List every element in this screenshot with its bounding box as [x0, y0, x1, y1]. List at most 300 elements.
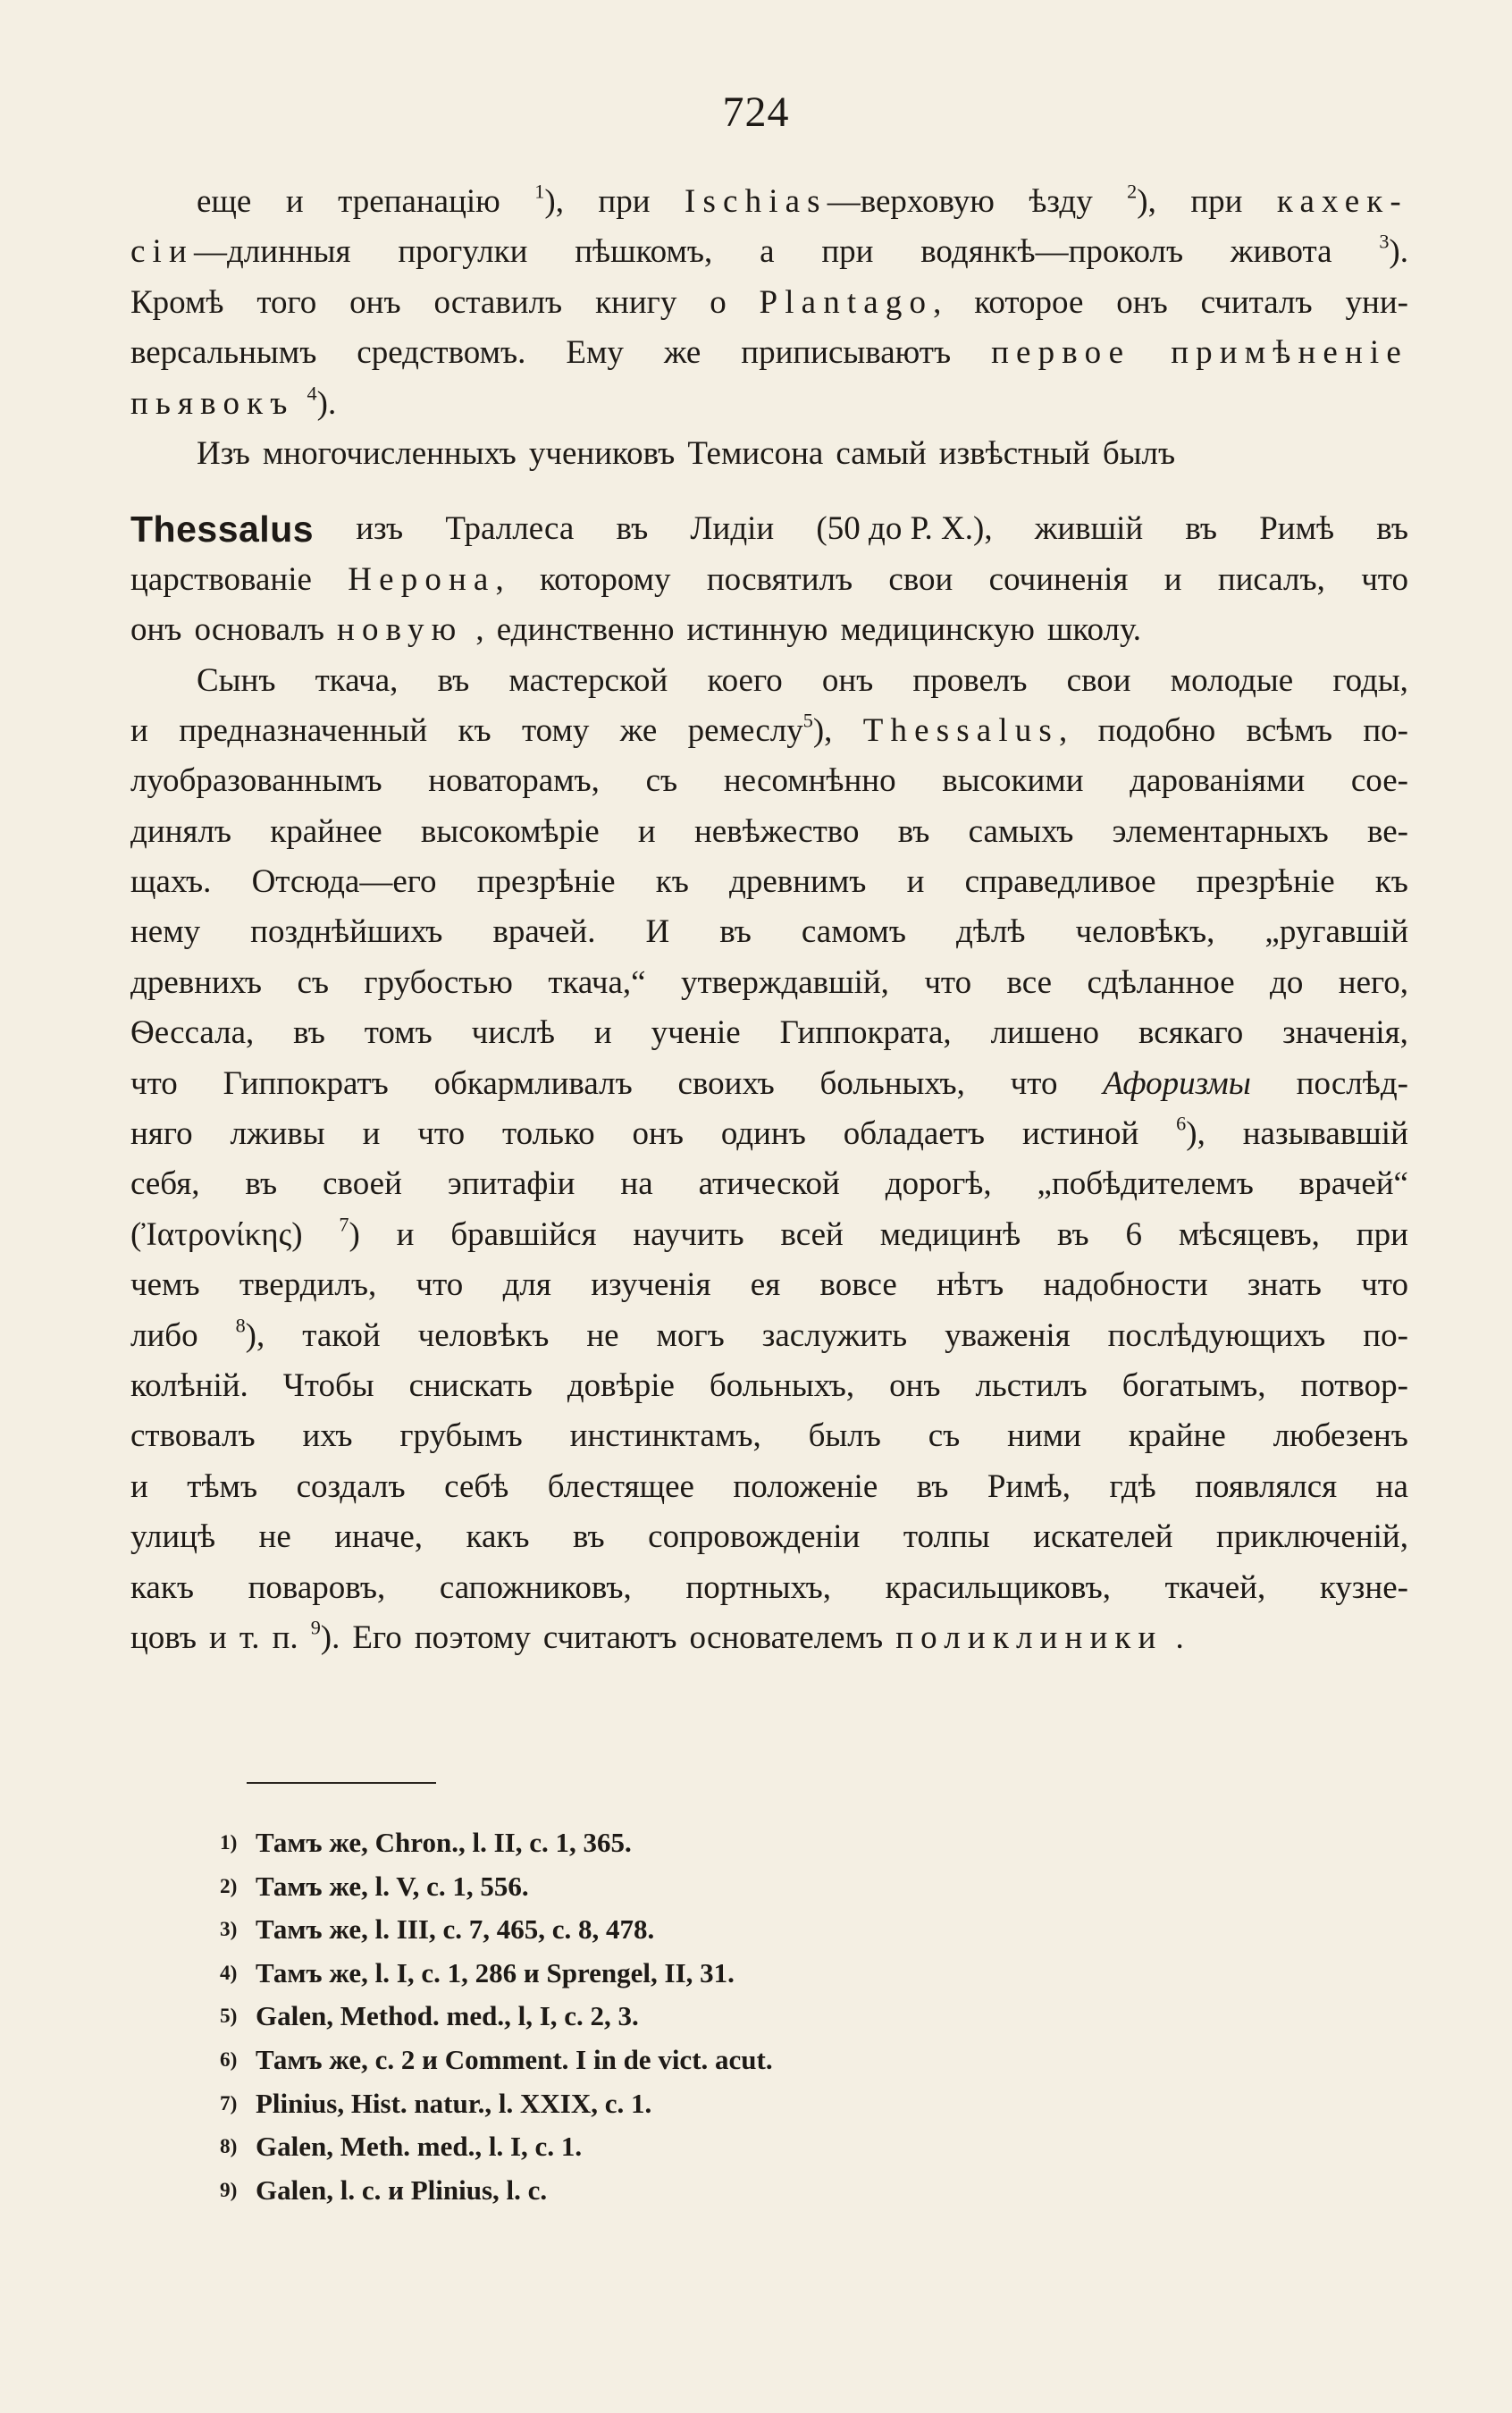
word: блестящее	[547, 1467, 694, 1505]
word: основалъ	[194, 611, 324, 649]
word: какъ	[130, 1568, 194, 1606]
word: средствомъ.	[357, 334, 526, 372]
text-line	[130, 656, 1408, 706]
text-line	[130, 605, 1408, 655]
word: потвор-	[1300, 1366, 1408, 1404]
word: учениковъ	[528, 434, 676, 472]
word: въ	[1376, 510, 1408, 548]
word: Темисона	[687, 434, 824, 472]
word: (Ἰατρονίκης)	[130, 1215, 303, 1253]
word: примѣненіе	[1171, 334, 1408, 372]
word: справедливое	[964, 863, 1156, 901]
text-line	[130, 1563, 1408, 1613]
word: (50 до Р. Х.),	[816, 510, 993, 548]
word: при	[821, 233, 874, 271]
word: самомъ	[801, 913, 906, 951]
word: атической	[698, 1165, 840, 1203]
word: на	[1375, 1467, 1408, 1505]
word: версальнымъ	[130, 334, 317, 372]
word: пьявокъ	[130, 384, 295, 422]
word: считаютъ	[542, 1618, 677, 1656]
word: эпитафіи	[447, 1165, 575, 1203]
word: Изъ	[197, 434, 250, 472]
footnote-mark: 8)	[220, 2135, 238, 2159]
word: приключеній,	[1216, 1518, 1408, 1556]
word: $^8$),	[235, 1314, 265, 1354]
word: колѣній.	[130, 1366, 248, 1404]
word: вовсе	[819, 1266, 897, 1304]
word: уваженія	[945, 1316, 1071, 1354]
word: всякаго	[1138, 1014, 1244, 1052]
text-line	[130, 1059, 1408, 1109]
word: свои	[888, 560, 953, 598]
word: онъ	[1116, 283, 1168, 321]
word: Сынъ	[197, 661, 276, 699]
word: цовъ	[130, 1618, 197, 1656]
word: и	[130, 1467, 148, 1505]
footnote-text: Galen, l. c. и Plinius, l. c.	[256, 2173, 548, 2206]
footnote-text: Тамъ же, l. III, c. 7, 465, c. 8, 478.	[256, 1913, 655, 1946]
word: динялъ	[130, 812, 232, 850]
word: школу.	[1046, 611, 1142, 649]
word: ѣзду	[1029, 183, 1093, 220]
word: новаторамъ,	[428, 762, 600, 800]
word: луобразованнымъ	[130, 762, 382, 800]
word: крайне	[1128, 1417, 1226, 1455]
text-line	[130, 706, 1408, 756]
word: изученія	[591, 1266, 711, 1304]
footnote-mark: 7)	[220, 2091, 238, 2115]
word: прогулки	[398, 233, 528, 271]
word: $^9$).	[310, 1616, 340, 1656]
word: „ругавшій	[1264, 913, 1408, 951]
word: по-	[1363, 1316, 1408, 1354]
word: $^2$),	[1127, 180, 1156, 220]
word: ея	[750, 1266, 781, 1304]
word: молодые	[1170, 661, 1294, 699]
word: при	[1190, 183, 1243, 220]
word: годы,	[1332, 661, 1408, 699]
word: и	[906, 863, 925, 901]
word: такой	[302, 1316, 381, 1354]
word: Траллеса	[445, 510, 575, 548]
word: Его	[352, 1618, 402, 1656]
word: научить	[633, 1215, 744, 1253]
text-line	[130, 807, 1408, 857]
word: дарованіями	[1130, 762, 1306, 800]
word: сіи—длинныя	[130, 233, 351, 271]
word: дорогѣ,	[885, 1165, 992, 1203]
word: поэтому	[414, 1618, 531, 1656]
word: грубостью	[364, 963, 513, 1001]
footnote-mark: 2)	[220, 1874, 238, 1898]
word: Отсюда—его	[251, 863, 437, 901]
text-line	[130, 1462, 1408, 1512]
word: въ	[616, 510, 649, 548]
word: въ	[897, 812, 930, 850]
text-line	[130, 1109, 1408, 1159]
text-line	[130, 429, 1408, 479]
word: п.	[272, 1618, 298, 1656]
word: съ	[297, 963, 329, 1001]
footnote-mark: 5)	[220, 2005, 238, 2029]
word: не	[258, 1518, 291, 1556]
word: нѣтъ	[937, 1266, 1004, 1304]
word: значенія,	[1282, 1014, 1408, 1052]
word: своихъ	[677, 1064, 775, 1102]
word: любезенъ	[1273, 1417, 1408, 1455]
word: лживы	[230, 1115, 325, 1153]
word: все	[1006, 963, 1053, 1001]
word: надобности	[1043, 1266, 1208, 1304]
word: И	[645, 913, 670, 951]
word: уни-	[1345, 283, 1408, 321]
word: сапожниковъ,	[439, 1568, 632, 1606]
word: Гиппократа,	[779, 1014, 952, 1052]
word: еще	[197, 183, 252, 220]
footnote-mark: 3)	[220, 1918, 238, 1942]
word: которому	[540, 560, 671, 598]
word: истинную	[686, 611, 828, 649]
word: положеніе	[733, 1467, 878, 1505]
word: писалъ,	[1217, 560, 1325, 598]
word: заслужить	[761, 1316, 908, 1354]
word: твердилъ,	[239, 1266, 377, 1304]
text-line	[130, 1411, 1408, 1461]
text-line	[130, 278, 1408, 328]
word: инстинктамъ,	[569, 1417, 761, 1455]
word: всѣмъ	[1246, 711, 1332, 749]
footnotes	[220, 1821, 1292, 2212]
word: медицинѣ	[879, 1215, 1021, 1253]
word: основателемъ	[689, 1618, 884, 1656]
word: же	[619, 711, 658, 749]
word: подобно	[1097, 711, 1216, 749]
word: Римѣ	[1259, 510, 1335, 548]
word: что	[416, 1266, 464, 1304]
word: ткача,	[315, 661, 399, 699]
word: знать	[1247, 1266, 1322, 1304]
word: былъ	[1102, 434, 1176, 472]
word: онъ	[632, 1115, 684, 1153]
text-line	[130, 1210, 1408, 1260]
word: и	[209, 1618, 227, 1656]
text-line	[130, 756, 1408, 806]
word: предназначенный	[179, 711, 428, 749]
word: къ	[458, 711, 491, 749]
word: многочисленныхъ	[262, 434, 517, 472]
word: богатымъ,	[1121, 1366, 1266, 1404]
word: сое-	[1350, 762, 1408, 800]
word: Ѳессала,	[130, 1014, 255, 1052]
word: него,	[1338, 963, 1408, 1001]
word: Нерона,	[348, 560, 504, 598]
word: которое	[974, 283, 1084, 321]
word: что	[417, 1115, 466, 1153]
word: всей	[780, 1215, 844, 1253]
text-line	[130, 857, 1408, 907]
text-line	[130, 555, 1408, 605]
word: изъ	[356, 510, 404, 548]
word: снискать	[408, 1366, 533, 1404]
word: т.	[239, 1618, 260, 1656]
footnote-text: Тамъ же, l. I, c. 1, 286 и Sprengel, II, 31.	[256, 1956, 735, 1988]
text-line	[130, 177, 1408, 227]
word: что	[1361, 1266, 1408, 1304]
word: обладаетъ	[843, 1115, 986, 1153]
word: высокими	[942, 762, 1084, 800]
footnote	[220, 2082, 1292, 2126]
word: коего	[707, 661, 783, 699]
footnote-text: Тамъ же, c. 2 и Comment. I in de vict. acut.	[256, 2043, 773, 2075]
word: онъ	[889, 1366, 941, 1404]
word: $^3$).	[1379, 230, 1408, 271]
word: оставилъ	[433, 283, 563, 321]
word: въ	[1185, 510, 1218, 548]
word: позднѣйшихъ	[250, 913, 443, 951]
word: себя,	[130, 1165, 200, 1203]
word: Ischias—верховую	[685, 183, 995, 220]
footnote-text: Тамъ же, l. V, c. 1, 556.	[256, 1870, 529, 1902]
text-line	[130, 1361, 1408, 1411]
word: сопровожденіи	[648, 1518, 861, 1556]
word: „побѣдителемъ	[1037, 1165, 1254, 1203]
word: въ	[245, 1165, 278, 1203]
word: и	[130, 711, 148, 749]
word: своей	[323, 1165, 402, 1203]
word: книгу	[595, 283, 677, 321]
word: при	[1356, 1215, 1408, 1253]
word: ствовалъ	[130, 1417, 256, 1455]
word: Чтобы	[282, 1366, 374, 1404]
word: до	[1270, 963, 1304, 1001]
text-line	[130, 1613, 1408, 1663]
word: нему	[130, 913, 201, 951]
text-line	[130, 227, 1408, 277]
word: несомнѣнно	[723, 762, 896, 800]
word: поваровъ,	[248, 1568, 386, 1606]
word: сдѣланное	[1087, 963, 1235, 1001]
word: и	[285, 183, 304, 220]
word: и	[362, 1115, 381, 1153]
word: врачей.	[492, 913, 596, 951]
word: къ	[655, 863, 689, 901]
word: онъ	[130, 611, 182, 649]
word: бравшійся	[450, 1215, 597, 1253]
word: поликлиники .	[895, 1618, 1184, 1656]
word: о	[710, 283, 727, 321]
text-line	[130, 1008, 1408, 1058]
word: тѣмъ	[187, 1467, 258, 1505]
word: могъ	[656, 1316, 725, 1354]
word: живота	[1230, 233, 1332, 271]
word: для	[502, 1266, 551, 1304]
word: грубымъ	[399, 1417, 523, 1455]
word: самыхъ	[968, 812, 1074, 850]
word: либо	[130, 1316, 198, 1354]
word: называвшій	[1242, 1115, 1408, 1153]
word: медицинскую	[840, 611, 1035, 649]
main-text	[130, 177, 1408, 1663]
word: льстилъ	[975, 1366, 1088, 1404]
word: элементарныхъ	[1112, 812, 1329, 850]
word: свои	[1066, 661, 1131, 699]
word: Лидіи	[690, 510, 775, 548]
word: искателей	[1033, 1518, 1173, 1556]
word: портныхъ,	[685, 1568, 832, 1606]
word: больныхъ,	[709, 1366, 855, 1404]
word: и	[396, 1215, 415, 1253]
word: считалъ	[1200, 283, 1313, 321]
word: и	[1163, 560, 1182, 598]
footnote-separator	[247, 1782, 436, 1784]
word: ними	[1007, 1417, 1081, 1455]
word: онъ	[821, 661, 874, 699]
word: въ	[572, 1518, 605, 1556]
word: въ	[293, 1014, 325, 1052]
footnote	[220, 1908, 1292, 1952]
footnote-text: Plinius, Hist. natur., l. XXIX, c. 1.	[256, 2087, 652, 2119]
word: въ	[1056, 1215, 1089, 1253]
text-line	[130, 958, 1408, 1008]
word: ихъ	[302, 1417, 353, 1455]
word: царствованіе	[130, 560, 312, 598]
word: лишено	[990, 1014, 1100, 1052]
word: что	[1010, 1064, 1058, 1102]
word: трепанацію	[338, 183, 500, 220]
word: самый	[836, 434, 927, 472]
word: съ	[928, 1417, 961, 1455]
word: мастерской	[508, 661, 668, 699]
word: провелъ	[912, 661, 1028, 699]
word: Ему	[566, 334, 624, 372]
footnote-text: Тамъ же, Chron., l. II, c. 1, 365.	[256, 1827, 632, 1858]
word: человѣкъ	[417, 1316, 550, 1354]
word: красильщиковъ,	[885, 1568, 1111, 1606]
text-line	[130, 379, 1408, 429]
word: $^1$),	[534, 180, 564, 220]
word: няго	[130, 1115, 193, 1153]
word: единственно	[496, 611, 675, 649]
word: въ	[437, 661, 470, 699]
footnote-mark: 6)	[220, 2047, 238, 2072]
word: тому	[521, 711, 590, 749]
word: а	[760, 233, 775, 271]
word: Афоризмы	[1103, 1064, 1251, 1102]
text-line	[130, 1311, 1408, 1361]
word: же	[663, 334, 701, 372]
word: посвятилъ	[706, 560, 853, 598]
word: больныхъ,	[819, 1064, 965, 1102]
word: при	[598, 183, 651, 220]
word: презрѣніе	[1196, 863, 1335, 901]
word: ученіе	[651, 1014, 741, 1052]
word: Thessalus,	[862, 711, 1068, 749]
word: Кромѣ	[130, 283, 224, 321]
text-line	[130, 1512, 1408, 1562]
word: какъ	[466, 1518, 530, 1556]
word: гдѣ	[1109, 1467, 1156, 1505]
word: человѣкъ,	[1075, 913, 1215, 951]
word: древнимъ	[729, 863, 867, 901]
footnote-mark: 4)	[220, 1961, 238, 1985]
word: довѣріе	[567, 1366, 675, 1404]
footnote	[220, 1995, 1292, 2039]
word: числѣ	[471, 1014, 556, 1052]
word: улицѣ	[130, 1518, 216, 1556]
word: былъ	[808, 1417, 881, 1455]
footnote	[220, 2125, 1292, 2169]
word: только	[501, 1115, 595, 1153]
word: $^6$),	[1176, 1112, 1205, 1153]
word: крайнее	[270, 812, 382, 850]
word: ремеслу$^5$),	[687, 709, 833, 749]
footnote	[220, 2039, 1292, 2082]
word: обкармливалъ	[433, 1064, 633, 1102]
word: древнихъ	[130, 963, 263, 1001]
footnote-mark: 1)	[220, 1831, 238, 1854]
word: томъ	[364, 1014, 433, 1052]
word: невѣжество	[693, 812, 860, 850]
word: онъ	[349, 283, 401, 321]
word: Plantago,	[759, 283, 942, 321]
word: въ	[916, 1467, 949, 1505]
word: создалъ	[296, 1467, 406, 1505]
word: утверждавшій,	[680, 963, 889, 1001]
footnote-mark: 9)	[220, 2178, 238, 2202]
word: кузне-	[1319, 1568, 1408, 1606]
word: на	[620, 1165, 653, 1203]
word: къ	[1374, 863, 1408, 901]
text-line	[130, 1260, 1408, 1310]
word: Римѣ,	[987, 1467, 1071, 1505]
word: водянкѣ—проколъ	[920, 233, 1184, 271]
word: новую ,	[337, 611, 484, 649]
word: что	[1361, 560, 1408, 598]
word: Thessalus	[130, 509, 315, 551]
word: и	[593, 1014, 612, 1052]
word: $^4$).	[307, 382, 337, 422]
word: первое	[991, 334, 1131, 372]
page-number: 724	[722, 88, 790, 136]
footnote	[220, 1865, 1292, 1909]
text-line	[130, 907, 1408, 957]
word: сочиненія	[988, 560, 1129, 598]
word: послѣд-	[1296, 1064, 1408, 1102]
word: съ	[645, 762, 678, 800]
word: что	[130, 1064, 178, 1102]
word: ткача,“	[548, 963, 646, 1001]
word: дѣлѣ	[956, 913, 1026, 951]
word: послѣдующихъ	[1107, 1316, 1326, 1354]
text-line	[130, 328, 1408, 378]
word: толпы	[903, 1518, 990, 1556]
word: ве-	[1367, 812, 1408, 850]
word: по-	[1363, 711, 1408, 749]
text-line	[130, 1159, 1408, 1209]
word: и	[637, 812, 656, 850]
word: $^7$)	[339, 1213, 360, 1253]
word: что	[924, 963, 972, 1001]
word: Гиппократъ	[223, 1064, 389, 1102]
word: извѣстный	[938, 434, 1090, 472]
footnote	[220, 2169, 1292, 2213]
footnote	[220, 1952, 1292, 1996]
footnote	[220, 1821, 1292, 1865]
word: жившій	[1034, 510, 1144, 548]
word: презрѣніе	[476, 863, 616, 901]
footnote-text: Galen, Meth. med., l. I, c. 1.	[256, 2131, 583, 2163]
